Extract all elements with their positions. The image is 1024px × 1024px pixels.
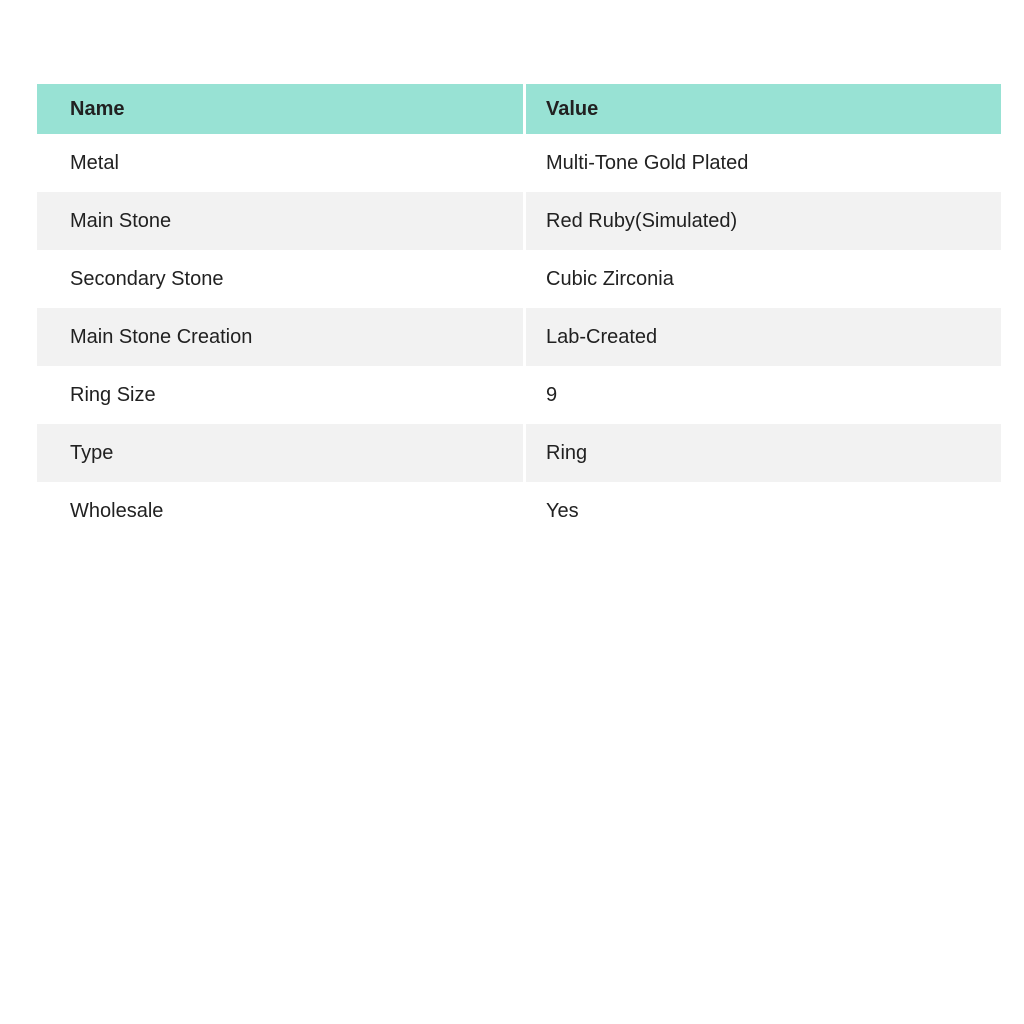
column-header-value: Value: [526, 84, 1001, 134]
row-value-cell: Yes: [526, 482, 1001, 540]
row-value-cell: Ring: [526, 424, 1001, 482]
table-row: [37, 250, 1001, 308]
row-name-cell: Main Stone: [37, 192, 523, 250]
table-row: [37, 366, 1001, 424]
row-value-cell: Red Ruby(Simulated): [526, 192, 1001, 250]
row-value-cell: Lab-Created: [526, 308, 1001, 366]
row-name-cell: Secondary Stone: [37, 250, 523, 308]
row-name-cell: Metal: [37, 134, 523, 192]
table-row: [37, 308, 1001, 366]
table-row: [37, 424, 1001, 482]
table-header-row: [37, 84, 1001, 134]
table-row: [37, 192, 1001, 250]
product-spec-table: [37, 84, 1001, 540]
table-row: [37, 482, 1001, 540]
column-header-name: Name: [37, 84, 523, 134]
row-value-cell: 9: [526, 366, 1001, 424]
row-name-cell: Type: [37, 424, 523, 482]
table-row: [37, 134, 1001, 192]
row-value-cell: Multi-Tone Gold Plated: [526, 134, 1001, 192]
row-name-cell: Main Stone Creation: [37, 308, 523, 366]
row-value-cell: Cubic Zirconia: [526, 250, 1001, 308]
row-name-cell: Wholesale: [37, 482, 523, 540]
row-name-cell: Ring Size: [37, 366, 523, 424]
